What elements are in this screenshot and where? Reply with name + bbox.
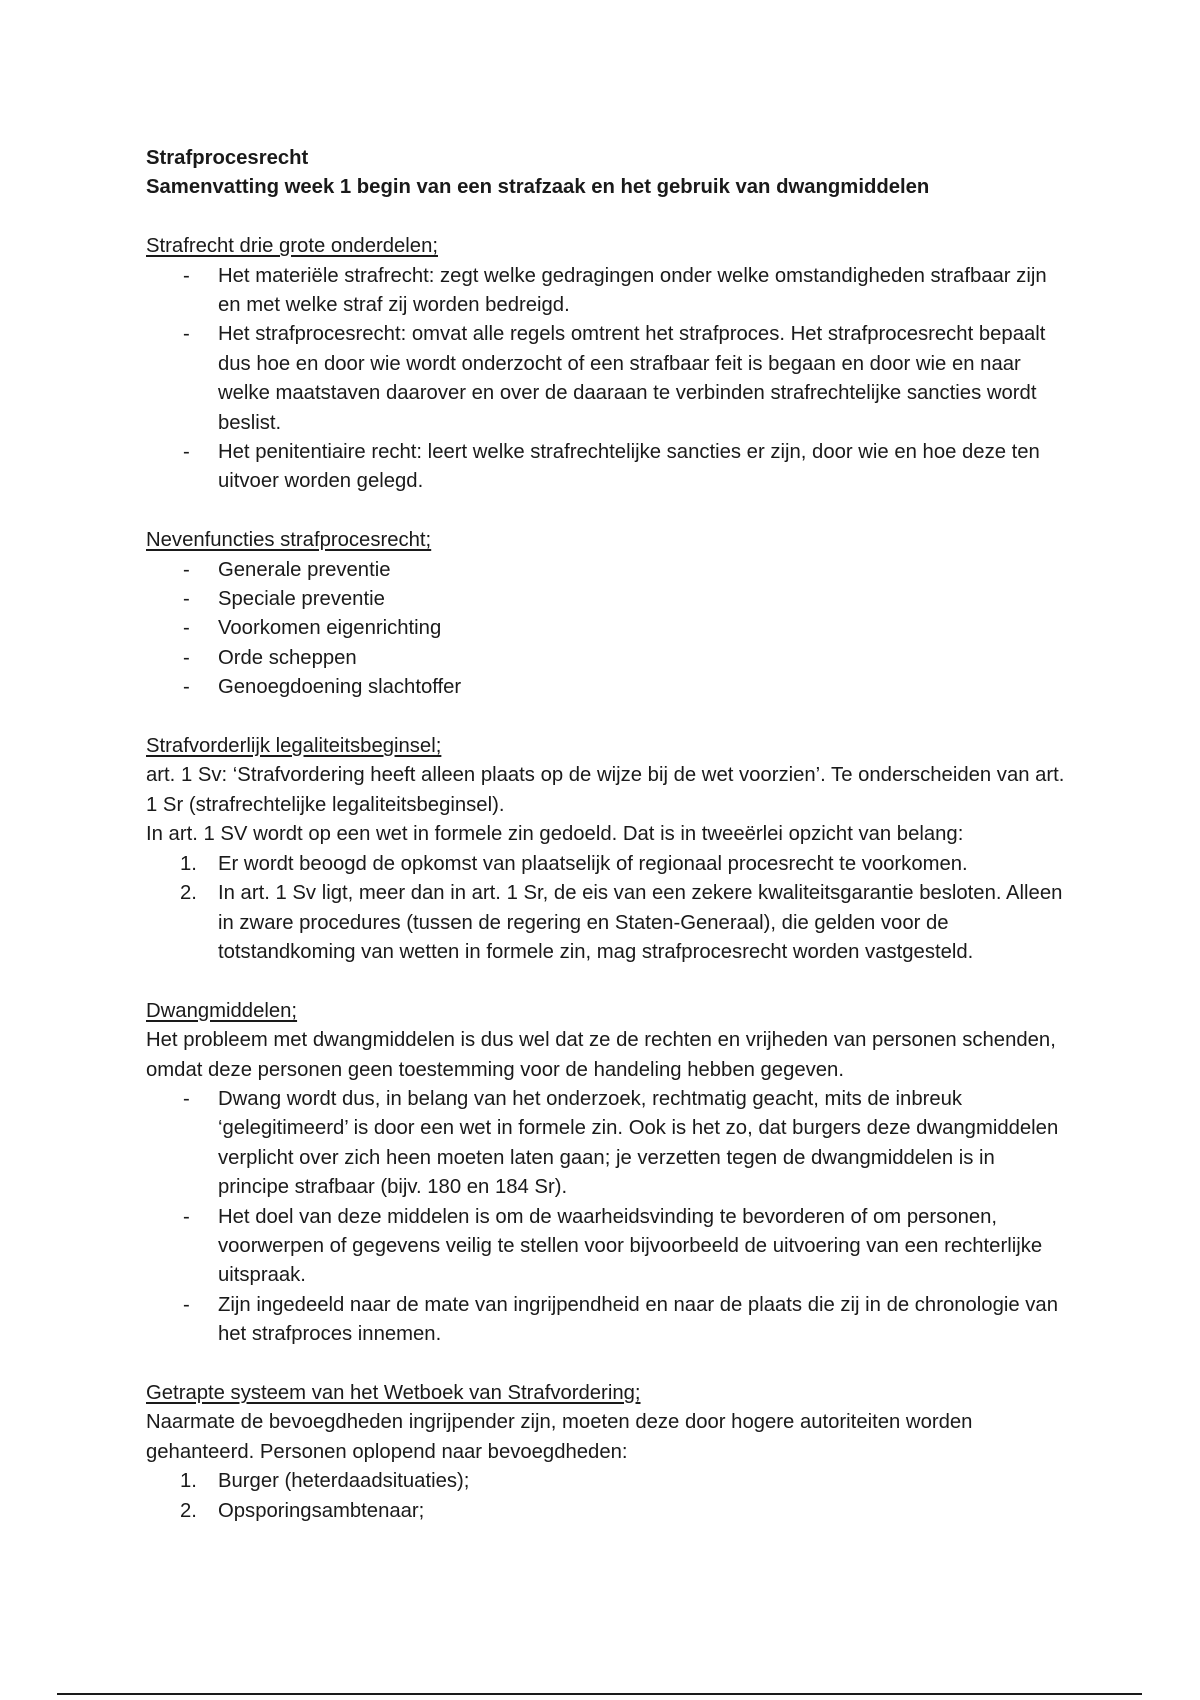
- list-number: 1.: [180, 852, 197, 875]
- section-paragraph: art. 1 Sv: ‘Strafvordering heeft alleen plaats op de wijze bij de wet voorzien’. Te onderscheiden van art. 1 Sr (strafrechtelijke legaliteitsbeginsel).: [146, 764, 1065, 816]
- list-item: [146, 879, 1066, 967]
- list-item: [146, 1497, 1066, 1526]
- section: [146, 526, 1066, 702]
- list-bullet: -: [183, 676, 190, 699]
- list-item-text: Er wordt beoogd de opkomst van plaatselijk of regionaal procesrecht te voorkomen.: [218, 852, 968, 875]
- list-bullet: -: [183, 588, 190, 611]
- list-bullet: -: [183, 617, 190, 640]
- bullet-list: [146, 556, 1066, 703]
- list-bullet: -: [183, 1293, 190, 1316]
- section-spacer: [146, 703, 1066, 732]
- list-item: [146, 585, 1066, 614]
- numbered-list: [146, 1467, 1066, 1526]
- section: [146, 997, 1066, 1350]
- bullet-list: [146, 1085, 1066, 1350]
- list-item-text: Zijn ingedeeld naar de mate van ingrijpendheid en naar de plaats die zij in de chronologie van het strafproces innemen.: [218, 1293, 1058, 1346]
- list-item-text: Het penitentiaire recht: leert welke strafrechtelijke sancties er zijn, door wie en hoe deze ten uitvoer worden gelegd.: [218, 441, 1040, 493]
- list-number: 2.: [180, 882, 197, 905]
- section: [146, 232, 1066, 497]
- list-bullet: -: [183, 646, 190, 669]
- list-bullet: -: [183, 1205, 190, 1228]
- section-spacer: [146, 967, 1066, 996]
- list-item-text: Genoegdoening slachtoffer: [218, 676, 462, 699]
- list-item-text: Burger (heterdaadsituaties);: [218, 1470, 470, 1493]
- list-bullet: -: [183, 558, 190, 581]
- list-item-text: Het strafprocesrecht: omvat alle regels omtrent het strafproces. Het strafprocesrecht bepaalt dus hoe en door wie wordt onderzocht of een strafbaar feit is begaan en door wie en naar welke maatstaven daarover en over de daaraan te verbinden strafrechtelijke sancties wordt beslist.: [218, 323, 1046, 434]
- list-item: [146, 1085, 1066, 1203]
- list-item-text: Opsporingsambtenaar;: [218, 1499, 425, 1522]
- list-item: [146, 850, 1066, 879]
- section-spacer: [146, 497, 1066, 526]
- section-paragraph: Het probleem met dwangmiddelen is dus wel dat ze de rechten en vrijheden van personen schenden, omdat deze personen geen toestemming voor de handeling hebben gegeven.: [146, 1029, 1056, 1081]
- list-item: [146, 556, 1066, 585]
- list-item-text: Generale preventie: [218, 558, 391, 581]
- list-item: [146, 262, 1066, 321]
- section-heading: Strafrecht drie grote onderdelen;: [146, 235, 438, 258]
- section-spacer: [146, 1350, 1066, 1379]
- section-paragraph: In art. 1 SV wordt op een wet in formele zin gedoeld. Dat is in tweeërlei opzicht van belang:: [146, 823, 964, 846]
- list-item-text: Speciale preventie: [218, 588, 385, 611]
- list-item-text: Het materiële strafrecht: zegt welke gedragingen onder welke omstandigheden strafbaar zijn en met welke straf zij worden bedreigd.: [218, 264, 1047, 317]
- list-item-text: Het doel van deze middelen is om de waarheidsvinding te bevorderen of om personen, voorwerpen of gegevens veilig te stellen voor bijvoorbeeld de uitvoering van een rechterlijke uitspraak.: [218, 1205, 1043, 1287]
- list-item: [146, 1291, 1066, 1350]
- list-item: [146, 1467, 1066, 1496]
- list-item-text: Orde scheppen: [218, 646, 357, 669]
- list-item: [146, 320, 1066, 438]
- section-paragraph: Naarmate de bevoegdheden ingrijpender zijn, moeten deze door hogere autoriteiten worden gehanteerd. Personen oplopend naar bevoegdheden:: [146, 1411, 973, 1463]
- list-number: 1.: [180, 1470, 197, 1493]
- list-item: [146, 673, 1066, 702]
- section-heading: Dwangmiddelen;: [146, 999, 298, 1022]
- section-heading: Nevenfuncties strafprocesrecht;: [146, 529, 432, 552]
- bullet-list: [146, 262, 1066, 497]
- list-number: 2.: [180, 1499, 197, 1522]
- list-bullet: -: [183, 323, 190, 346]
- list-item: [146, 438, 1066, 497]
- footer-divider: [57, 1693, 1142, 1695]
- document-page: [146, 144, 1066, 1526]
- list-item-text: Dwang wordt dus, in belang van het onderzoek, rechtmatig geacht, mits de inbreuk ‘gelegitimeerd’ is door een wet in formele zin. Ook is het zo, dat burgers deze dwangmiddelen verplicht over zich heen moeten laten gaan; je verzetten tegen de dwangmiddelen is in principe strafbaar (bijv. 180 en 184 Sr).: [218, 1087, 1059, 1199]
- document-sections: [146, 203, 1066, 1526]
- list-bullet: -: [183, 264, 190, 287]
- section-spacer: [146, 203, 1066, 232]
- numbered-list: [146, 850, 1066, 968]
- list-bullet: -: [183, 441, 190, 464]
- list-item: [146, 644, 1066, 673]
- list-item-text: In art. 1 Sv ligt, meer dan in art. 1 Sr, de eis van een zekere kwaliteitsgarantie besloten. Alleen in zware procedures (tussen de regering en Staten-Generaal), die gelden voor de totstandkoming van wetten in formele zin, mag strafprocesrecht worden vastgesteld.: [218, 882, 1063, 963]
- section-heading: Strafvorderlijk legaliteitsbeginsel;: [146, 735, 442, 758]
- document-title: Strafprocesrecht: [146, 147, 309, 169]
- section-heading: Getrapte systeem van het Wetboek van Strafvordering;: [146, 1381, 641, 1404]
- list-item-text: Voorkomen eigenrichting: [218, 617, 442, 640]
- list-item: [146, 614, 1066, 643]
- list-bullet: -: [183, 1087, 190, 1110]
- list-item: [146, 1203, 1066, 1291]
- section: [146, 732, 1066, 967]
- section: [146, 1379, 1066, 1526]
- document-subtitle: Samenvatting week 1 begin van een strafzaak en het gebruik van dwangmiddelen: [146, 176, 930, 199]
